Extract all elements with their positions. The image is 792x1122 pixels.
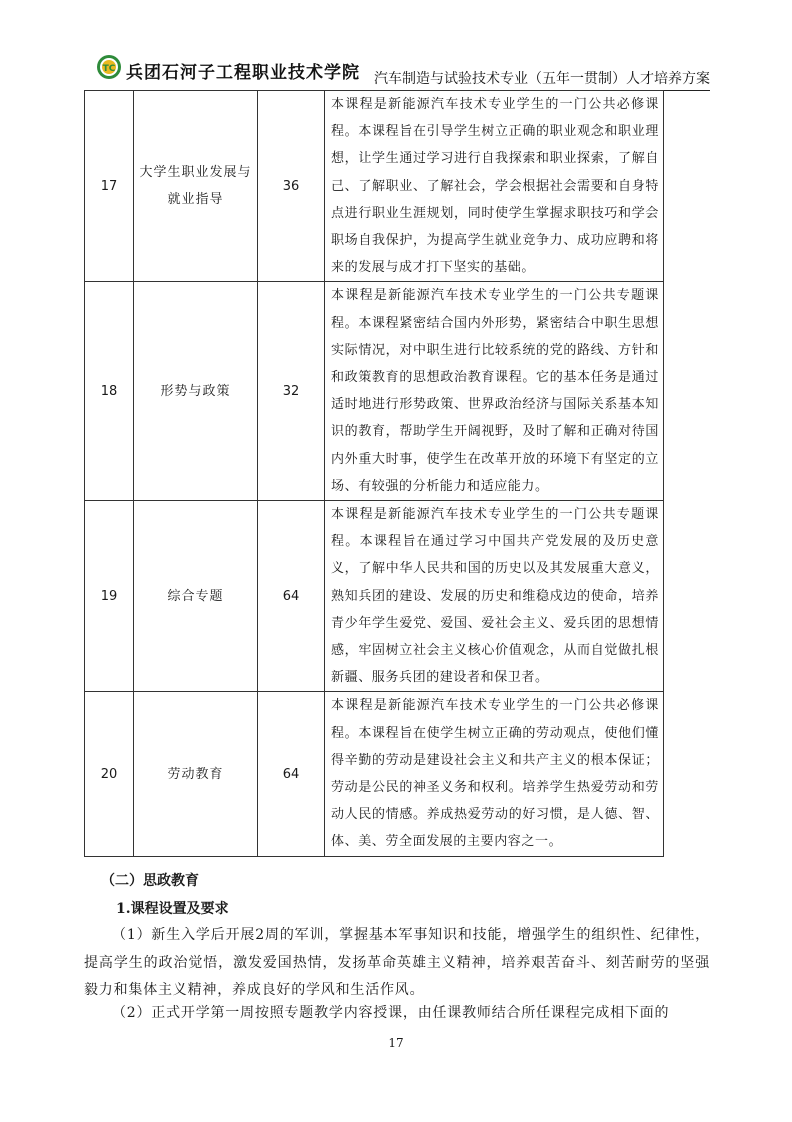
table-row: [85, 282, 664, 501]
page-header: [84, 44, 710, 90]
document-title: 汽车制造与试验技术专业（五年一贯制）人才培养方案: [374, 71, 710, 87]
course-description: 本课程是新能源汽车技术专业学生的一门公共必修课程。本课程旨在引导学生树立正确的职业观念和职业理想，让学生通过学习进行自我探索和职业探索，了解自己、了解职业、了解社会，学会根据社会需要和自身特点进行职业生涯规划，同时使学生掌握求职技巧和学会职场自我保护，为提高学生就业竞争力、成功应聘和将来的发展与成才打下坚实的基础。: [325, 91, 664, 282]
course-name: 大学生职业发展与就业指导: [134, 91, 258, 282]
course-number: 17: [85, 91, 134, 282]
body-paragraph: （2）正式开学第一周按照专题教学内容授课，由任课教师结合所任课程完成相下面的: [112, 1005, 670, 1021]
section-heading: （二）思政教育: [101, 873, 199, 889]
course-description: 本课程是新能源汽车技术专业学生的一门公共专题课程。本课程紧密结合国内外形势，紧密结合中职生思想实际情况，对中职生进行比较系统的党的路线、方针和和政策教育的思想政治教育课程。它的基本任务是通过适时地进行形势政策、世界政治经济与国际关系基本知识的教育，帮助学生开阔视野，及时了解和正确对待国内外重大时事，使学生在改革开放的环境下有坚定的立场、有较强的分析能力和适应能力。: [325, 282, 664, 501]
course-number: 20: [85, 692, 134, 856]
course-name: 劳动教育: [134, 692, 258, 856]
course-description: 本课程是新能源汽车技术专业学生的一门公共专题课程。本课程旨在通过学习中国共产党发展的及历史意义，了解中华人民共和国的历史以及其发展重大意义，熟知兵团的建设、发展的历史和维稳戍边的使命，培养青少年学生爱党、爱国、爱社会主义、爱兵团的思想情感，牢固树立社会主义核心价值观念，从而自觉做扎根新疆、服务兵团的建设者和保卫者。: [325, 501, 664, 692]
body-paragraph: （1）新生入学后开展2周的军训，掌握基本军事知识和技能，增强学生的组织性、纪律性，提高学生的政治觉悟，激发爱国热情，发扬革命英雄主义精神，培养艰苦奋斗、刻苦耐劳的坚强毅力和集体主义精神，养成良好的学风和生活作风。: [84, 927, 710, 999]
course-hours: 64: [258, 501, 325, 692]
table-row: [85, 501, 664, 692]
course-name: 综合专题: [134, 501, 258, 692]
course-number: 19: [85, 501, 134, 692]
svg-text:TC: TC: [102, 64, 116, 74]
course-name: 形势与政策: [134, 282, 258, 501]
course-hours: 36: [258, 91, 325, 282]
table-row: [85, 91, 664, 282]
course-description: 本课程是新能源汽车技术专业学生的一门公共必修课程。本课程旨在使学生树立正确的劳动观点，使他们懂得辛勤的劳动是建设社会主义和共产主义的根本保证；劳动是公民的神圣义务和权利。培养学生热爱劳动和劳动人民的情感。养成热爱劳动的好习惯，是人德、智、体、美、劳全面发展的主要内容之一。: [325, 692, 664, 856]
course-number: 18: [85, 282, 134, 501]
school-emblem-icon: [96, 54, 122, 80]
course-hours: 32: [258, 282, 325, 501]
course-hours: 64: [258, 692, 325, 856]
table-row: [85, 692, 664, 856]
page-number: 17: [388, 1036, 404, 1050]
subsection-heading: 1.课程设置及要求: [116, 901, 229, 917]
school-name: 兵团石河子工程职业技术学院: [126, 63, 360, 83]
course-table: [84, 90, 664, 857]
